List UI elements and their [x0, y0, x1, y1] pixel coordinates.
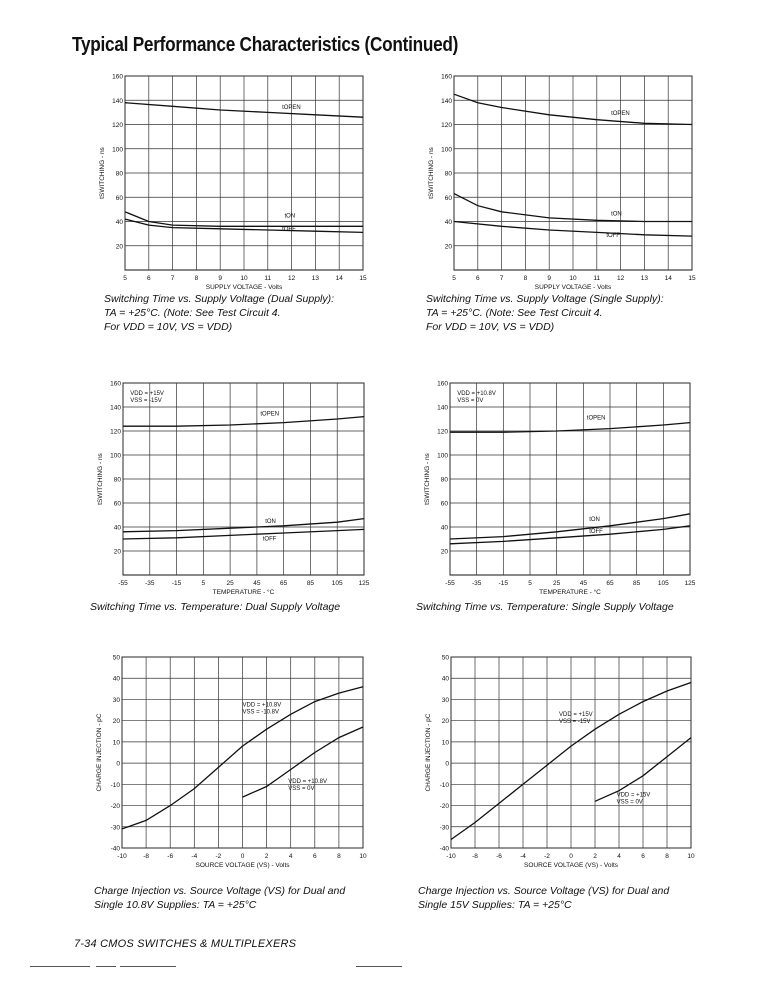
- x-tick-label: 13: [640, 275, 649, 282]
- caption-chart-1: Switching Time vs. Supply Voltage (Single Supply): TA = +25°C. (Note: See Test Circuit 4. For VDD = 10V, VS = VDD): [426, 293, 664, 333]
- x-tick-label: 14: [335, 275, 343, 282]
- y-tick-label: 140: [112, 97, 123, 105]
- series-label: tOFF: [589, 528, 603, 535]
- x-tick-label: 10: [569, 275, 577, 282]
- x-axis-label: SOURCE VOLTAGE (VS) - Volts: [195, 862, 290, 869]
- x-tick-label: 6: [641, 853, 645, 860]
- series-label: VSS = -10.8V: [242, 709, 280, 716]
- scan-artifact-line: [120, 966, 176, 967]
- caption-chart-0: Switching Time vs. Supply Voltage (Dual Supply): TA = +25°C. (Note: See Test Circuit 4. For VDD = 10V, VS = VDD): [104, 293, 335, 333]
- y-tick-label: 40: [444, 219, 452, 226]
- x-tick-label: 5: [452, 275, 456, 282]
- series-label: VDD = +15V: [616, 792, 651, 799]
- series-label: tON: [284, 213, 296, 220]
- series-label: tON: [611, 211, 622, 218]
- x-axis-label: SOURCE VOLTAGE (VS) - Volts: [523, 862, 619, 869]
- y-tick-label: -40: [110, 845, 120, 853]
- y-tick-label: 20: [115, 243, 123, 251]
- y-tick-label: 80: [440, 476, 448, 484]
- y-tick-label: 40: [112, 675, 120, 683]
- y-tick-label: 120: [441, 122, 452, 129]
- y-tick-label: 160: [437, 380, 448, 388]
- x-tick-label: 8: [194, 275, 199, 282]
- series-label: tOFF: [262, 536, 277, 543]
- y-tick-label: 160: [112, 73, 123, 81]
- y-tick-label: 0: [116, 760, 120, 768]
- y-tick-label: 100: [110, 452, 121, 460]
- x-tick-label: 0: [569, 853, 573, 860]
- x-tick-label: 105: [331, 580, 343, 587]
- x-tick-label: -55: [445, 580, 455, 587]
- y-tick-label: 60: [115, 194, 123, 202]
- y-axis-label: CHARGE INJECTION - pC: [425, 713, 432, 792]
- y-tick-label: 140: [110, 404, 121, 412]
- chart-annotation: VDD = +10.8V: [457, 390, 496, 397]
- x-tick-label: -55: [118, 580, 128, 587]
- x-tick-label: 9: [218, 275, 223, 282]
- y-axis-label: tSWITCHING - ns: [97, 453, 104, 505]
- y-tick-label: 80: [115, 170, 123, 178]
- x-tick-label: 6: [146, 275, 151, 282]
- y-tick-label: -30: [439, 824, 449, 832]
- y-tick-label: 30: [112, 696, 120, 704]
- x-tick-label: 25: [226, 580, 234, 587]
- x-tick-label: -15: [498, 580, 509, 587]
- y-tick-label: 100: [437, 452, 448, 460]
- x-tick-label: 5: [528, 580, 532, 587]
- x-tick-label: 8: [337, 853, 341, 860]
- y-tick-label: 140: [437, 404, 448, 412]
- x-tick-label: 10: [359, 853, 367, 860]
- x-tick-label: 6: [475, 275, 480, 282]
- x-tick-label: 45: [579, 580, 587, 587]
- x-tick-label: 11: [593, 275, 601, 282]
- series-label: VDD = +10.8V: [242, 702, 282, 709]
- x-tick-label: 13: [311, 275, 320, 282]
- series-label: tON: [589, 517, 600, 524]
- x-tick-label: -35: [471, 580, 482, 587]
- x-tick-label: 8: [523, 275, 528, 282]
- series-label: VSS = 0V: [288, 786, 315, 793]
- series-label: VDD = +15V: [559, 712, 593, 719]
- x-tick-label: 85: [633, 580, 641, 587]
- y-axis-label: tSWITCHING - ns: [428, 147, 435, 199]
- scan-artifact-line: [96, 966, 116, 967]
- x-axis-label: SUPPLY VOLTAGE - Volts: [205, 284, 283, 291]
- x-tick-label: -8: [472, 853, 478, 860]
- x-tick-label: 5: [123, 275, 127, 282]
- page-title: Typical Performance Characteristics (Continued): [72, 34, 459, 56]
- x-tick-label: 2: [593, 853, 597, 860]
- x-tick-label: -6: [167, 853, 174, 860]
- x-tick-label: 105: [657, 580, 669, 587]
- x-tick-label: -10: [117, 853, 127, 860]
- x-tick-label: -35: [145, 580, 155, 587]
- y-tick-label: 160: [441, 73, 452, 81]
- caption-chart-2: Switching Time vs. Temperature: Dual Supply Voltage: [90, 601, 341, 613]
- x-tick-label: 0: [240, 853, 245, 860]
- x-tick-label: 85: [306, 580, 315, 587]
- x-tick-label: 15: [688, 275, 696, 282]
- scan-artifact-line: [356, 966, 402, 967]
- x-tick-label: 125: [358, 580, 370, 587]
- x-tick-label: 12: [616, 275, 625, 282]
- caption-chart-3: Switching Time vs. Temperature: Single Supply Voltage: [416, 601, 674, 613]
- series-label: tOFF: [282, 227, 296, 234]
- x-tick-label: -10: [446, 853, 456, 860]
- y-axis-label: CHARGE INJECTION - pC: [96, 713, 103, 792]
- series-label: tOPEN: [586, 415, 606, 422]
- y-tick-label: 10: [441, 739, 449, 747]
- y-tick-label: -10: [439, 781, 449, 789]
- x-tick-label: 4: [617, 853, 621, 860]
- x-tick-label: 125: [684, 580, 696, 587]
- x-tick-label: 5: [201, 580, 206, 587]
- x-tick-label: -2: [215, 853, 222, 860]
- x-tick-label: 65: [606, 580, 614, 587]
- x-tick-label: 11: [264, 275, 272, 282]
- x-tick-label: 10: [687, 853, 695, 860]
- x-axis-label: SUPPLY VOLTAGE - Volts: [534, 284, 612, 291]
- y-tick-label: 120: [110, 428, 121, 436]
- y-tick-label: -20: [439, 803, 449, 811]
- y-tick-label: 60: [113, 500, 121, 508]
- x-tick-label: -6: [496, 853, 502, 860]
- x-tick-label: 8: [665, 853, 669, 860]
- y-tick-label: 20: [113, 548, 121, 556]
- y-tick-label: 50: [441, 654, 449, 662]
- y-tick-label: 20: [444, 243, 452, 251]
- y-tick-label: 80: [444, 170, 452, 178]
- y-tick-label: 20: [112, 718, 120, 726]
- y-tick-label: 40: [440, 524, 448, 532]
- series-label: VDD = +10.8V: [288, 779, 327, 786]
- series-label: tOPEN: [260, 411, 280, 418]
- x-tick-label: 45: [253, 580, 261, 587]
- y-tick-label: 0: [445, 760, 449, 768]
- y-tick-label: 10: [112, 739, 120, 747]
- page-footer: 7-34 CMOS SWITCHES & MULTIPLEXERS: [74, 938, 297, 950]
- series-label: tOFF: [606, 233, 620, 240]
- chart-annotation: VSS = -15V: [130, 397, 162, 404]
- chart-annotation: VDD = +15V: [130, 390, 164, 397]
- y-tick-label: 60: [440, 500, 448, 508]
- y-tick-label: 140: [441, 97, 452, 105]
- series-label: tON: [265, 519, 276, 526]
- y-tick-label: 20: [440, 548, 448, 556]
- y-tick-label: 20: [441, 718, 449, 726]
- x-tick-label: 6: [312, 853, 317, 860]
- series-label: VSS = 0V: [616, 799, 643, 806]
- x-tick-label: 7: [499, 275, 504, 282]
- y-tick-label: 160: [110, 380, 121, 388]
- series-label: tOPEN: [611, 110, 630, 117]
- y-tick-label: 50: [112, 654, 120, 662]
- y-tick-label: 80: [113, 476, 121, 484]
- caption-chart-5: Charge Injection vs. Source Voltage (VS) for Dual and Single 15V Supplies: TA = +25°C: [418, 885, 670, 911]
- y-tick-label: 40: [115, 219, 123, 226]
- y-tick-label: 100: [441, 146, 452, 154]
- x-axis-label: TEMPERATURE - °C: [539, 589, 601, 596]
- series-label: VSS = -15V: [559, 719, 591, 726]
- x-tick-label: 10: [240, 275, 248, 282]
- x-tick-label: -4: [191, 853, 198, 860]
- x-tick-label: -8: [143, 853, 149, 860]
- x-axis-label: TEMPERATURE - °C: [212, 589, 275, 596]
- y-tick-label: -40: [439, 845, 449, 853]
- y-tick-label: 40: [113, 524, 121, 532]
- y-tick-label: 100: [112, 146, 123, 154]
- x-tick-label: 7: [170, 275, 175, 282]
- y-axis-label: tSWITCHING - ns: [99, 147, 106, 199]
- x-tick-label: -4: [520, 853, 526, 860]
- y-tick-label: 120: [112, 122, 123, 129]
- y-tick-label: 60: [444, 194, 452, 202]
- y-tick-label: 30: [441, 696, 449, 704]
- y-tick-label: 120: [437, 428, 448, 436]
- x-tick-label: -15: [171, 580, 182, 587]
- x-tick-label: 9: [547, 275, 552, 282]
- x-tick-label: -2: [544, 853, 550, 860]
- chart-annotation: VSS = 0V: [457, 397, 484, 404]
- series-label: tOPEN: [282, 104, 301, 111]
- x-tick-label: 12: [287, 275, 296, 282]
- y-tick-label: -10: [110, 781, 120, 789]
- x-tick-label: 2: [264, 853, 269, 860]
- x-tick-label: 4: [288, 853, 293, 860]
- x-tick-label: 65: [280, 580, 288, 587]
- caption-chart-4: Charge Injection vs. Source Voltage (VS) for Dual and Single 10.8V Supplies: TA = +25°C: [94, 885, 346, 911]
- y-tick-label: -30: [110, 824, 120, 832]
- y-tick-label: -20: [110, 803, 120, 811]
- x-tick-label: 25: [553, 580, 561, 587]
- scan-artifact-line: [30, 966, 90, 967]
- y-axis-label: tSWITCHING - ns: [424, 453, 431, 505]
- y-tick-label: 40: [441, 675, 449, 683]
- x-tick-label: 14: [664, 275, 672, 282]
- x-tick-label: 15: [359, 275, 367, 282]
